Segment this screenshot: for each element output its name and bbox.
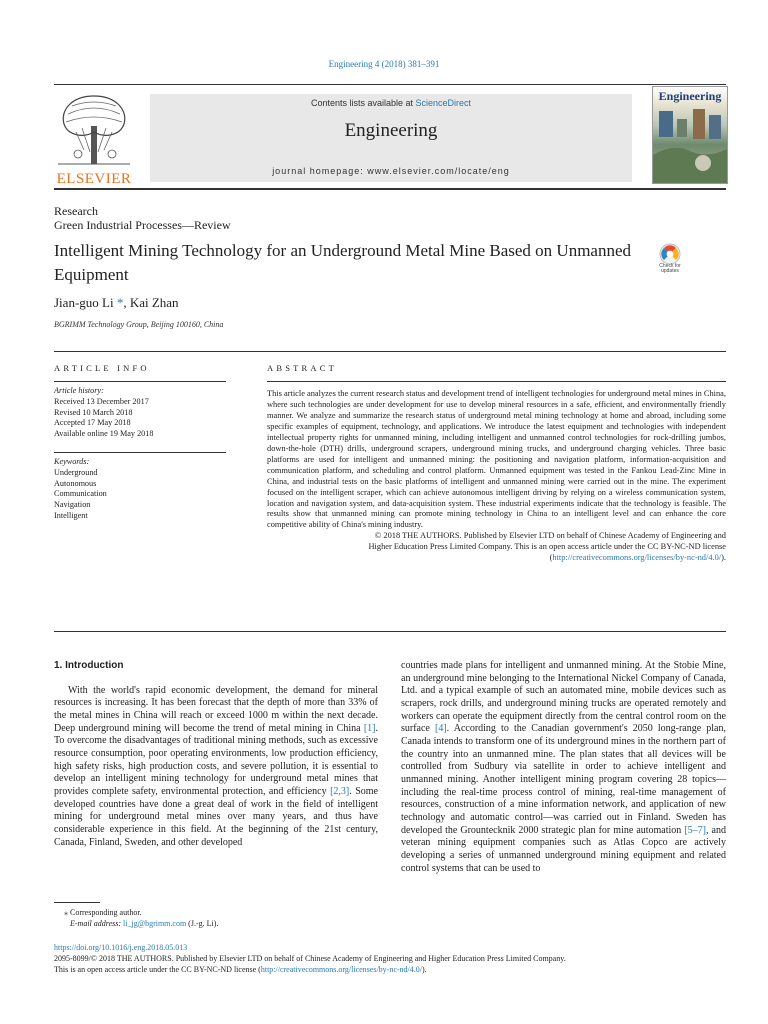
keyword-item: Navigation <box>54 500 91 510</box>
body-text: countries made plans for intelligent and unmanned mining. At the Stobie Mine, an underground mine belonging to the International Nickel Company of Canada, Ltd. and a typical example of such an automated mine, mobile devices such as scrapers, rock drills, and underground mining trucks are operated remotely and workers can operate the equipment directly from the central control room on the surface <box>401 660 726 735</box>
journal-name: Engineering <box>344 120 438 141</box>
body-paragraph <box>54 685 378 850</box>
badge-label <box>651 264 689 274</box>
author-affiliation: BGRIMM Technology Group, Beijing 100160, China <box>54 320 224 329</box>
reference-link[interactable]: [4] <box>434 723 447 735</box>
sciencedirect-link[interactable]: ScienceDirect <box>415 98 472 108</box>
email-suffix: (J.-g. Li). <box>186 919 219 928</box>
elsevier-wordmark: ELSEVIER <box>56 171 132 187</box>
body-text: , and veteran mining equipment companies such as Atlas Copco are actively developing a series of unmanned underground mining equipment and related control systems that can be used to <box>401 824 726 874</box>
keyword-item: Underground <box>54 467 98 477</box>
copyright-line-1: © 2018 THE AUTHORS. Published by Elsevier LTD on behalf of Chinese Academy of Engineering and <box>374 531 726 541</box>
article-info-heading: ARTICLE INFO <box>54 363 150 373</box>
section-heading: 1. Introduction <box>54 660 124 671</box>
open-access-suffix: ). <box>422 965 427 974</box>
masthead-top-rule <box>54 84 726 85</box>
license-open: ( <box>549 553 553 563</box>
body-text: With the world's rapid economic development, the demand for mineral resources is increasing. It has been forecast that the depth of more than 33% of the metal mines in China will reach or exceed 1000 m within the next decade. Deep underground mining will become the trend of metal mining in China <box>54 684 378 734</box>
body-text: . According to the Canadian government's 2050 long-range plan, Canada intends to transform one of its underground mines in the northern part of the country into an unmanned mine. The plan states that all devices will be controlled from Sudbury via satellite in order to achieve intelligent and unmanned mining. Another intelligent mining program covering 28 topics—including the real-time process control of mining, real-time management of resources, construction of a mine information network, and application of new technology and automatic control—was carried out in Finland. Sweden has developed the Grountecknik 2000 strategic plan for mine automation <box>401 723 726 836</box>
doi-link[interactable]: https://doi.org/10.1016/j.eng.2018.05.013 <box>54 943 188 952</box>
body-text: . To overcome the disadvantages of traditional mining methods, such as excessive resource consumption, poor operating environments, low production efficiency, high safety risks, high production costs, and severe pollution, it is essential to develop an intelligent mining technology for underground metal mines that provides complete safety, environmental protection, and efficiency <box>54 722 378 797</box>
open-access-line <box>54 964 726 975</box>
keyword-item: Intelligent <box>54 510 88 520</box>
keywords <box>54 457 226 522</box>
author-separator: , <box>123 295 130 310</box>
badge-line-2: updates <box>661 268 679 274</box>
email-note <box>54 918 384 929</box>
elsevier-logo[interactable] <box>54 92 134 187</box>
copyright-line-2: Higher Education Press Limited Company. This is an open access article under the CC BY-NC-ND license <box>368 542 726 552</box>
author-name[interactable]: Kai Zhan <box>129 295 179 310</box>
bottom-matter <box>54 942 726 975</box>
history-item: Available online 19 May 2018 <box>54 429 154 439</box>
history-item: Received 13 December 2017 <box>54 396 149 406</box>
body-column-left <box>54 660 378 849</box>
history-item: Revised 10 March 2018 <box>54 407 133 417</box>
check-for-updates-icon <box>651 243 689 265</box>
cover-title: Engineering <box>658 89 722 103</box>
keywords-heading: Keywords: <box>54 457 90 466</box>
author-list <box>54 295 179 311</box>
journal-cover[interactable] <box>652 86 728 184</box>
masthead-bottom-rule <box>54 188 726 190</box>
body-paragraph <box>401 660 726 875</box>
article-title: Intelligent Mining Technology for an Underground Metal Mine Based on Unmanned Equipment <box>54 241 632 284</box>
article-info-rule <box>54 381 226 382</box>
body-column-right <box>401 660 726 875</box>
abstract-paragraph: This article analyzes the current research status and development trend of intelligent technologies for underground metal mines in China, where such technologies are under development for use to develop mineral resources in a safe, efficient, and environmentally friendly manner. We analyze and summarize the research status of underground metal mining technology at home and abroad, including some specific examples of equipment, technology, and applications. We introduce the latest equipment and technologies with independent intellectual property rights for unmanned mining, including intelligent and unmanned control technologies for rock-drilling jumbos, down-the-hole (DTH) drills, underground scrapers, underground mining trucks, and underground charging vehicles. Three basic platforms are used for intelligent and unmanned mining: the positioning and navigation platform, information-acquisition and communication platform, and scheduling and control platform. Unmanned equipment was tested in the Fankou Lead-Zinc Mine in China, and industrial tests on the basic platforms of intelligent and unmanned mining were carried out in the mine. The experiment focused on the intelligent scraper, which can achieve autonomous intelligent driving by relying on a wireless communication system, location and navigation system, and data-acquisition system. These industrial experiments indicate that the technology is feasible. The results show that unmanned mining can promote mining technology in China to an intelligent level and can enhance the core competitive ability of China's mining industry. <box>267 389 726 530</box>
author-name[interactable]: Jian-guo Li <box>54 295 114 310</box>
license-line <box>267 553 726 564</box>
body-text: . Some developed countries have done a great deal of work in the field of intelligent mining for underground metal mines over many years, and thus have considerable experience in this field. At the beginning of the 21st century, Canada, Finland, Sweden, and other developed <box>54 785 378 848</box>
journal-banner <box>150 94 632 182</box>
reference-link[interactable]: [5–7] <box>684 824 707 836</box>
license-link[interactable]: http://creativecommons.org/licenses/by-nc-nd/4.0/ <box>552 553 722 563</box>
journal-citation[interactable]: Engineering 4 (2018) 381–391 <box>328 59 440 69</box>
badge-line-1: Check for <box>659 263 681 269</box>
abstract-body <box>267 389 726 564</box>
history-item: Accepted 17 May 2018 <box>54 418 131 428</box>
contents-prefix: Contents lists available at <box>310 98 416 108</box>
masthead <box>54 84 726 187</box>
reference-link[interactable]: [2,3] <box>330 785 350 797</box>
issn-copyright-line: 2095-8099/© 2018 THE AUTHORS. Published by Elsevier LTD on behalf of Chinese Academy of Engineering and Higher Education Press Limited Company. <box>54 954 566 963</box>
corresponding-author-note: ⁎ Corresponding author. <box>64 908 142 917</box>
license-close: ). <box>721 553 726 563</box>
abstract-rule <box>267 381 726 382</box>
email-link[interactable]: li_jg@bgrimm.com <box>123 919 187 928</box>
footnote <box>54 907 384 929</box>
history-heading: Article history: <box>54 386 104 395</box>
journal-homepage[interactable]: journal homepage: www.elsevier.com/locate/eng <box>272 166 510 176</box>
footnote-rule <box>54 902 100 903</box>
cover-illustration-icon <box>653 105 727 184</box>
article-history <box>54 386 226 440</box>
check-for-updates-badge[interactable] <box>651 243 689 281</box>
subsection-label: Green Industrial Processes—Review <box>54 218 231 232</box>
keyword-item: Autonomous <box>54 478 97 488</box>
article-section-type <box>54 204 231 232</box>
elsevier-tree-icon <box>54 92 134 168</box>
license-link[interactable]: http://creativecommons.org/licenses/by-nc-nd/4.0/ <box>260 965 422 974</box>
abstract-heading: ABSTRACT <box>267 363 337 373</box>
reference-link[interactable]: [1] <box>363 722 376 734</box>
open-access-prefix: This is an open access article under the CC BY-NC-ND license ( <box>54 965 261 974</box>
section-label: Research <box>54 204 98 218</box>
header-divider <box>54 351 726 352</box>
corresponding-mark[interactable]: * <box>113 295 124 310</box>
keywords-rule <box>54 452 226 453</box>
heading-spacer <box>54 673 378 685</box>
abstract-copyright <box>267 531 726 564</box>
email-label: E-mail address: <box>70 919 124 928</box>
abstract-bottom-divider <box>54 631 726 632</box>
contents-line <box>150 98 632 108</box>
keyword-item: Communication <box>54 489 107 499</box>
